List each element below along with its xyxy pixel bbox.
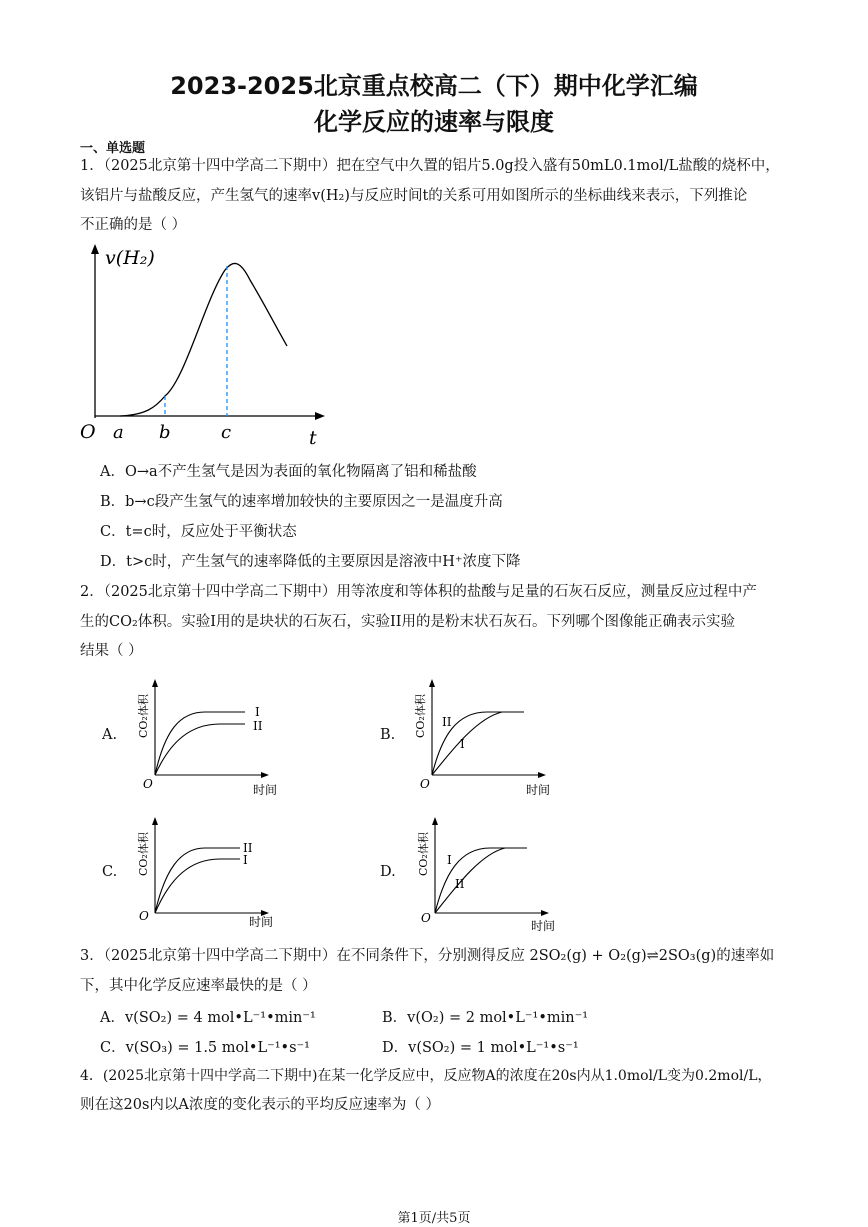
- q2-d-y-label: CO₂体积: [417, 832, 430, 876]
- q1-option-c: C．t=c时，反应处于平衡状态: [100, 524, 297, 540]
- q2-d-origin: O: [421, 911, 431, 925]
- q1-x-label: t: [309, 427, 317, 449]
- q4-line-1: 4．(2025北京第十四中学高二下期中)在某一化学反应中，反应物A的浓度在20s内从1.0mol/L变为0.2mol/L，: [80, 1068, 772, 1084]
- q2-graph-d: [405, 808, 575, 938]
- q2-a-origin: O: [143, 777, 153, 791]
- q2-d-x-label: 时间: [531, 919, 556, 933]
- q2-a-x-label: 时间: [253, 783, 278, 797]
- q2-a-lower-label: II: [253, 719, 263, 733]
- q4-line-2: 则在这20s内以A浓度的变化表示的平均反应速率为（ ）: [80, 1097, 440, 1113]
- q2-c-y-label: CO₂体积: [137, 832, 150, 876]
- q2-line-2: 生的CO₂体积。实验I用的是块状的石灰石，实验II用的是粉末状石灰石。下列哪个图像能正确表示实验: [80, 614, 735, 630]
- q2-option-c-letter: C.: [102, 864, 118, 880]
- q1-option-a: A．O→a不产生氢气是因为表面的氧化物隔离了铝和稀盐酸: [100, 464, 477, 480]
- q2-graph-c: [125, 808, 295, 938]
- q3-option-a: A．v(SO₂) = 4 mol•L⁻¹•min⁻¹: [100, 1010, 316, 1026]
- q2-b-x-label: 时间: [526, 783, 551, 797]
- q2-option-d-letter: D.: [380, 864, 396, 880]
- q2-option-b-letter: B.: [380, 727, 396, 743]
- q2-a-y-label: CO₂体积: [137, 694, 150, 738]
- q3-option-d: D．v(SO₂) = 1 mol•L⁻¹•s⁻¹: [382, 1040, 579, 1056]
- q1-line-3: 不正确的是（ ）: [80, 217, 187, 233]
- q2-option-a-letter: A.: [102, 727, 118, 743]
- q1-y-arrow: [91, 244, 99, 254]
- q1-tick-b: b: [159, 422, 171, 443]
- q2-b-lower-label: I: [460, 737, 465, 751]
- q2-c-curve-lower: [155, 859, 240, 913]
- q1-y-label: v(H₂): [105, 247, 155, 269]
- page-footer: 第1页/共5页: [397, 1211, 471, 1226]
- q1-tick-c: c: [221, 422, 232, 443]
- q2-d-lower-label: II: [455, 877, 465, 891]
- q2-d-upper-label: I: [447, 853, 452, 867]
- q2-b-upper-label: II: [442, 715, 452, 729]
- q2-c-upper-label: II: [243, 841, 253, 855]
- q2-c-origin: O: [139, 909, 149, 923]
- q2-b-y-label: CO₂体积: [414, 694, 427, 738]
- title-line-1: 2023-2025北京重点校高二（下）期中化学汇编: [170, 72, 698, 100]
- q1-line-2: 该铝片与盐酸反应，产生氢气的速率v(H₂)与反应时间t的关系可用如图所示的坐标曲线来表示，下列推论: [80, 188, 748, 204]
- q2-line-3: 结果（ ）: [80, 643, 143, 659]
- q1-tick-a: a: [113, 422, 124, 443]
- q3-option-c: C．v(SO₃) = 1.5 mol•L⁻¹•s⁻¹: [100, 1040, 310, 1056]
- q2-graph-b: [402, 670, 572, 800]
- q2-a-upper-label: I: [255, 705, 260, 719]
- q2-c-curve-upper: [155, 848, 240, 913]
- q2-graph-a: [125, 670, 295, 800]
- q1-x-arrow: [315, 412, 325, 420]
- q3-line-1: 3．（2025北京第十四中学高二下期中）在不同条件下，分别测得反应 2SO₂(g) + O₂(g)⇌2SO₃(g)的速率如: [80, 948, 775, 964]
- q1-rate-curve: [120, 263, 287, 416]
- q2-a-curve-upper: [155, 712, 245, 775]
- q2-b-origin: O: [420, 777, 430, 791]
- q3-option-b: B．v(O₂) = 2 mol•L⁻¹•min⁻¹: [382, 1010, 589, 1026]
- q2-a-curve-lower: [155, 724, 245, 775]
- section-heading: 一、单选题: [80, 141, 146, 156]
- q3-line-2: 下，其中化学反应速率最快的是（ ）: [80, 978, 317, 994]
- q1-option-b: B．b→c段产生氢气的速率增加较快的主要原因之一是温度升高: [100, 494, 503, 510]
- q1-line-1: 1．（2025北京第十四中学高二下期中）把在空气中久置的铝片5.0g投入盛有50mL0.1mol/L盐酸的烧杯中，: [80, 158, 780, 174]
- title-line-2: 化学反应的速率与限度: [314, 108, 554, 136]
- q2-c-x-label: 时间: [249, 915, 274, 929]
- q1-origin-label: O: [80, 421, 96, 443]
- q2-line-1: 2．（2025北京第十四中学高二下期中）用等浓度和等体积的盐酸与足量的石灰石反应，测量反应过程中产: [80, 584, 757, 600]
- q1-option-d: D．t>c时，产生氢气的速率降低的主要原因是溶液中H⁺浓度下降: [100, 554, 521, 570]
- q1-rate-graph: [75, 240, 340, 450]
- q2-c-lower-label: I: [243, 853, 248, 867]
